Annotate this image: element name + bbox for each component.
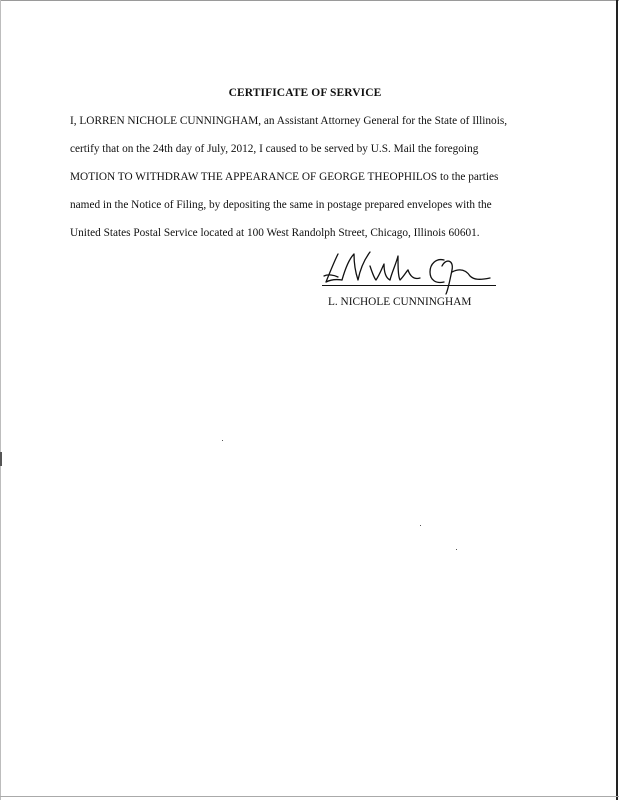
page-edge-bottom [0,796,619,797]
scan-speck [222,440,223,441]
handwritten-signature [320,246,500,296]
body-line-3: MOTION TO WITHDRAW THE APPEARANCE OF GEORGE THEOPHILOS to the parties [70,171,499,183]
signature-line [322,285,496,286]
body-line-5: United States Postal Service located at 100 West Randolph Street, Chicago, Illinois 60601. [70,227,480,239]
document-title: CERTIFICATE OF SERVICE [228,87,382,99]
body-line-2: certify that on the 24th day of July, 2012, I caused to be served by U.S. Mail the foregoing [70,143,479,155]
page-edge-top [0,0,619,1]
page-edge-right [616,0,618,800]
body-line-1: I, LORREN NICHOLE CUNNINGHAM, an Assistant Attorney General for the State of Illinois, [70,115,508,127]
page-edge-left [0,0,1,800]
signer-name: L. NICHOLE CUNNINGHAM [328,296,472,308]
scan-mark [0,452,2,466]
body-line-4: named in the Notice of Filing, by depositing the same in postage prepared envelopes with the [70,199,492,211]
scan-speck [456,549,457,550]
scan-speck [420,525,421,526]
